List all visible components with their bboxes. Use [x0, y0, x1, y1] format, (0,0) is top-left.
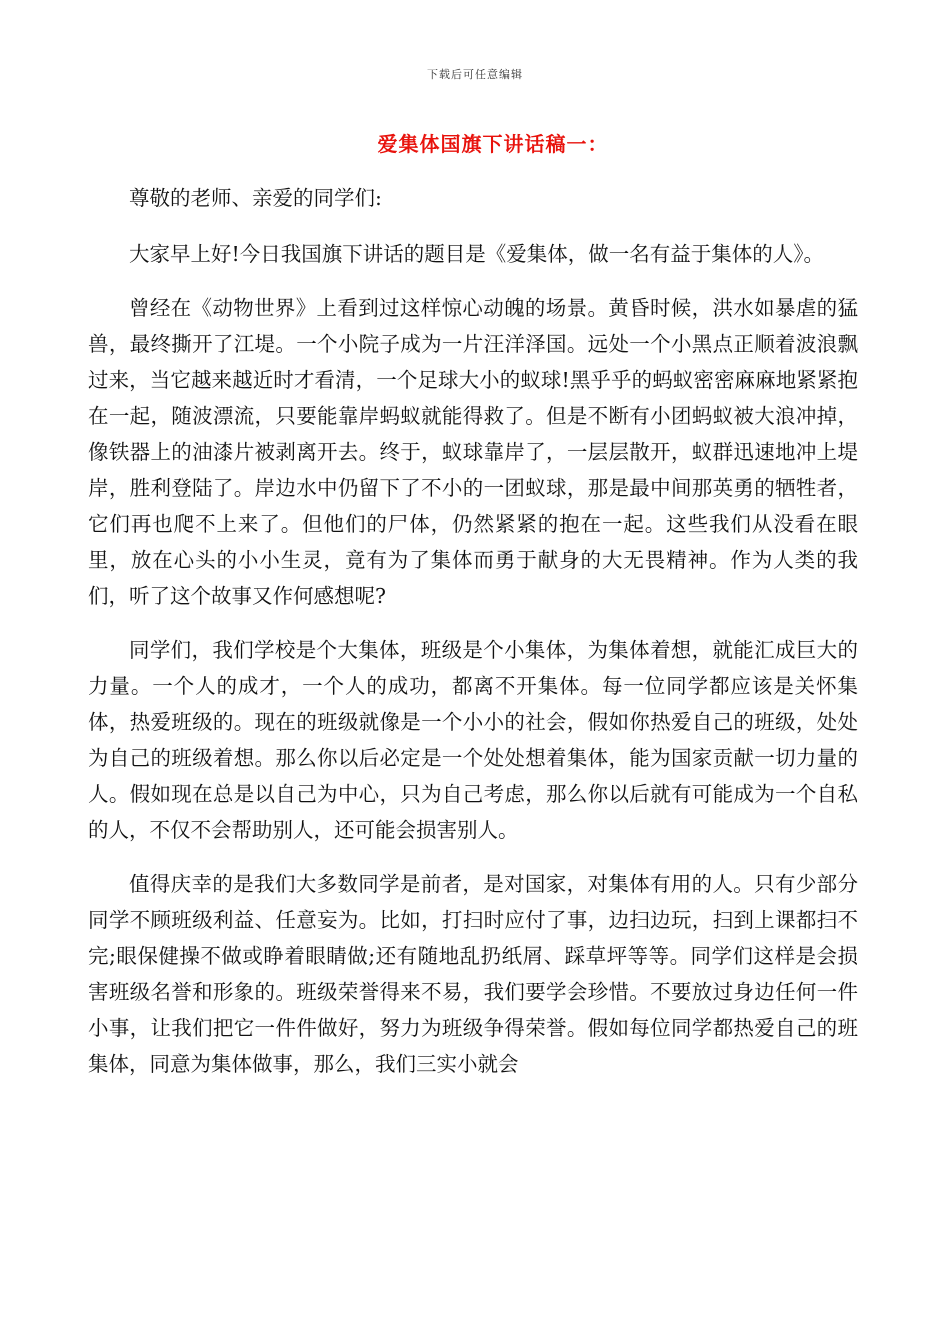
document-body — [88, 180, 858, 1100]
document-title: 爱集体国旗下讲话稿一： — [377, 132, 609, 156]
salutation-paragraph: 尊敬的老师、亲爱的同学们: — [129, 186, 382, 210]
story-paragraph: 曾经在《动物世界》上看到过这样惊心动魄的场景。黄昏时候，洪水如暴虐的猛兽，最终撕开了江堤。一个小院子成为一片汪洋泽国。远处一个小黑点正顺着波浪飘过来，当它越来越近时才看清，一个足球大小的蚁球!黑乎乎的蚂蚁密密麻麻地紧紧抱在一起，随波漂流，只要能靠岸蚂蚁就能得救了。但是不断有小团蚂蚁被大浪冲掉，像铁器上的油漆片被剥离开去。终于，蚁球靠岸了，一层层散开，蚁群迅速地冲上堤岸，胜利登陆了。岸边水中仍留下了不小的一团蚁球，那是最中间那英勇的牺牲者，它们再也爬不上来了。但他们的尸体，仍然紧紧的抱在一起。这些我们从没看在眼里，放在心头的小小生灵，竟有为了集体而勇于献身的大无畏精神。作为人类的我们，听了这个故事又作何感想呢? — [88, 296, 858, 608]
page-header-note: 下载后可任意编辑 — [427, 68, 523, 81]
closing-paragraph: 值得庆幸的是我们大多数同学是前者，是对国家，对集体有用的人。只有少部分同学不顾班级利益、任意妄为。比如，打扫时应付了事，边扫边玩，扫到上课都扫不完;眼保健操不做或睁着眼睛做;还有随地乱扔纸屑、踩草坪等等。同学们这样是会损害班级名誉和形象的。班级荣誉得来不易，我们要学会珍惜。不要放过身边任何一件小事，让我们把它一件件做好，努力为班级争得荣誉。假如每位同学都热爱自己的班集体，同意为集体做事，那么，我们三实小就会 — [88, 872, 858, 1076]
collective-paragraph: 同学们，我们学校是个大集体，班级是个小集体，为集体着想，就能汇成巨大的力量。一个人的成才，一个人的成功，都离不开集体。每一位同学都应该是关怀集体，热爱班级的。现在的班级就像是一个小小的社会，假如你热爱自己的班级，处处为自己的班级着想。那么你以后必定是一个处处想着集体，能为国家贡献一切力量的人。假如现在总是以自己为中心，只为自己考虑，那么你以后就有可能成为一个自私的人，不仅不会帮助别人，还可能会损害别人。 — [88, 638, 858, 842]
greeting-paragraph: 大家早上好!今日我国旗下讲话的题目是《爱集体，做一名有益于集体的人》。 — [129, 242, 824, 266]
